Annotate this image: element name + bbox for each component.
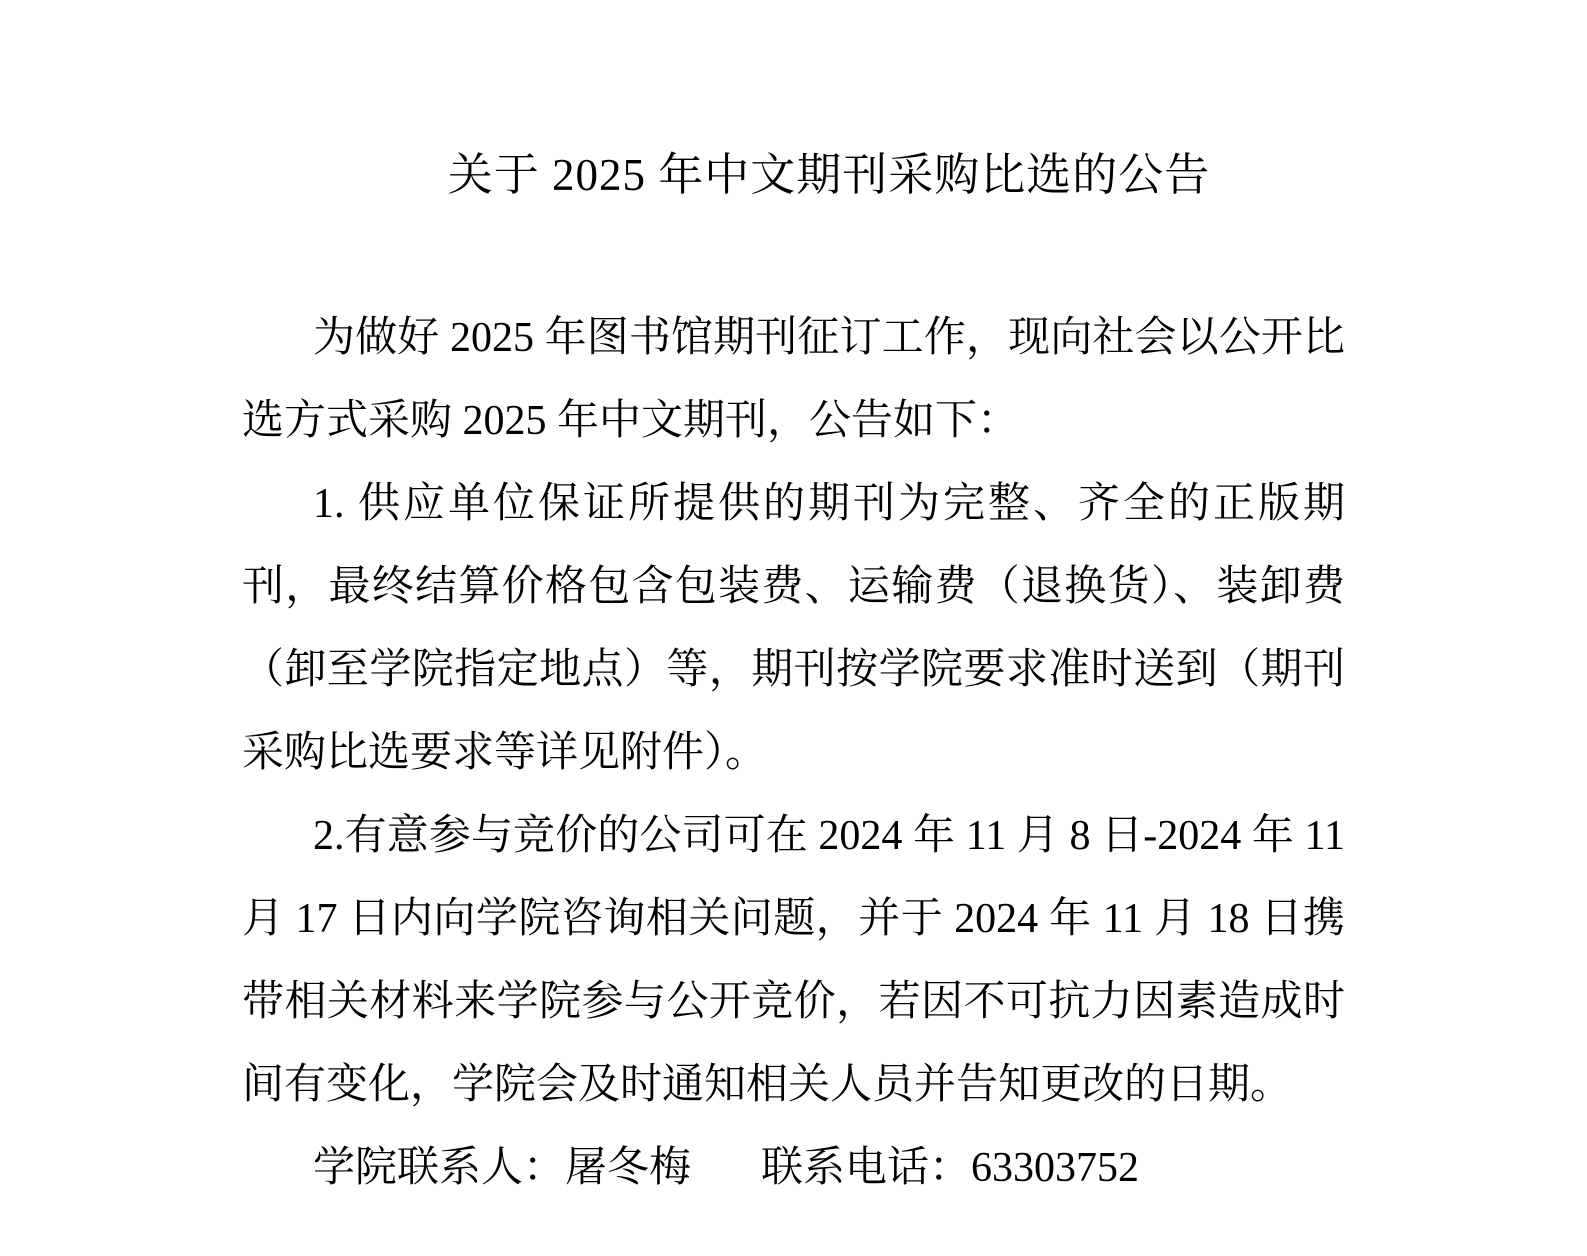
contact-label: 学院联系人：: [313, 1145, 566, 1191]
contact-line: [242, 1127, 1345, 1210]
paragraph-item-2: 2.有意参与竞价的公司可在 2024 年 11 月 8 日-2024 年 11 月 17 日内向学院咨询相关问题，并于 2024 年 11 月 18 日携带相关材料来学院参与公开竞价，若因不可抗力因素造成时间有变化，学院会及时通知相关人员并告知更改的日期。: [242, 813, 1345, 1108]
document-body: [242, 297, 1345, 1210]
document-title: 关于 2025 年中文期刊采购比选的公告: [447, 150, 1211, 200]
contact-phone-number: 63303752: [971, 1145, 1140, 1191]
paragraph-item-1: 1. 供应单位保证所提供的期刊为完整、齐全的正版期刊，最终结算价格包含包装费、运输费（退换货）、装卸费（卸至学院指定地点）等，期刊按学院要求准时送到（期刊采购比选要求等详见附件）。: [242, 481, 1345, 776]
paragraph-intro: 为做好 2025 年图书馆期刊征订工作，现向社会以公开比选方式采购 2025 年中文期刊，公告如下：: [242, 315, 1345, 444]
contact-name: 屠冬梅: [565, 1145, 692, 1191]
contact-phone-label: 联系电话：: [761, 1145, 972, 1191]
